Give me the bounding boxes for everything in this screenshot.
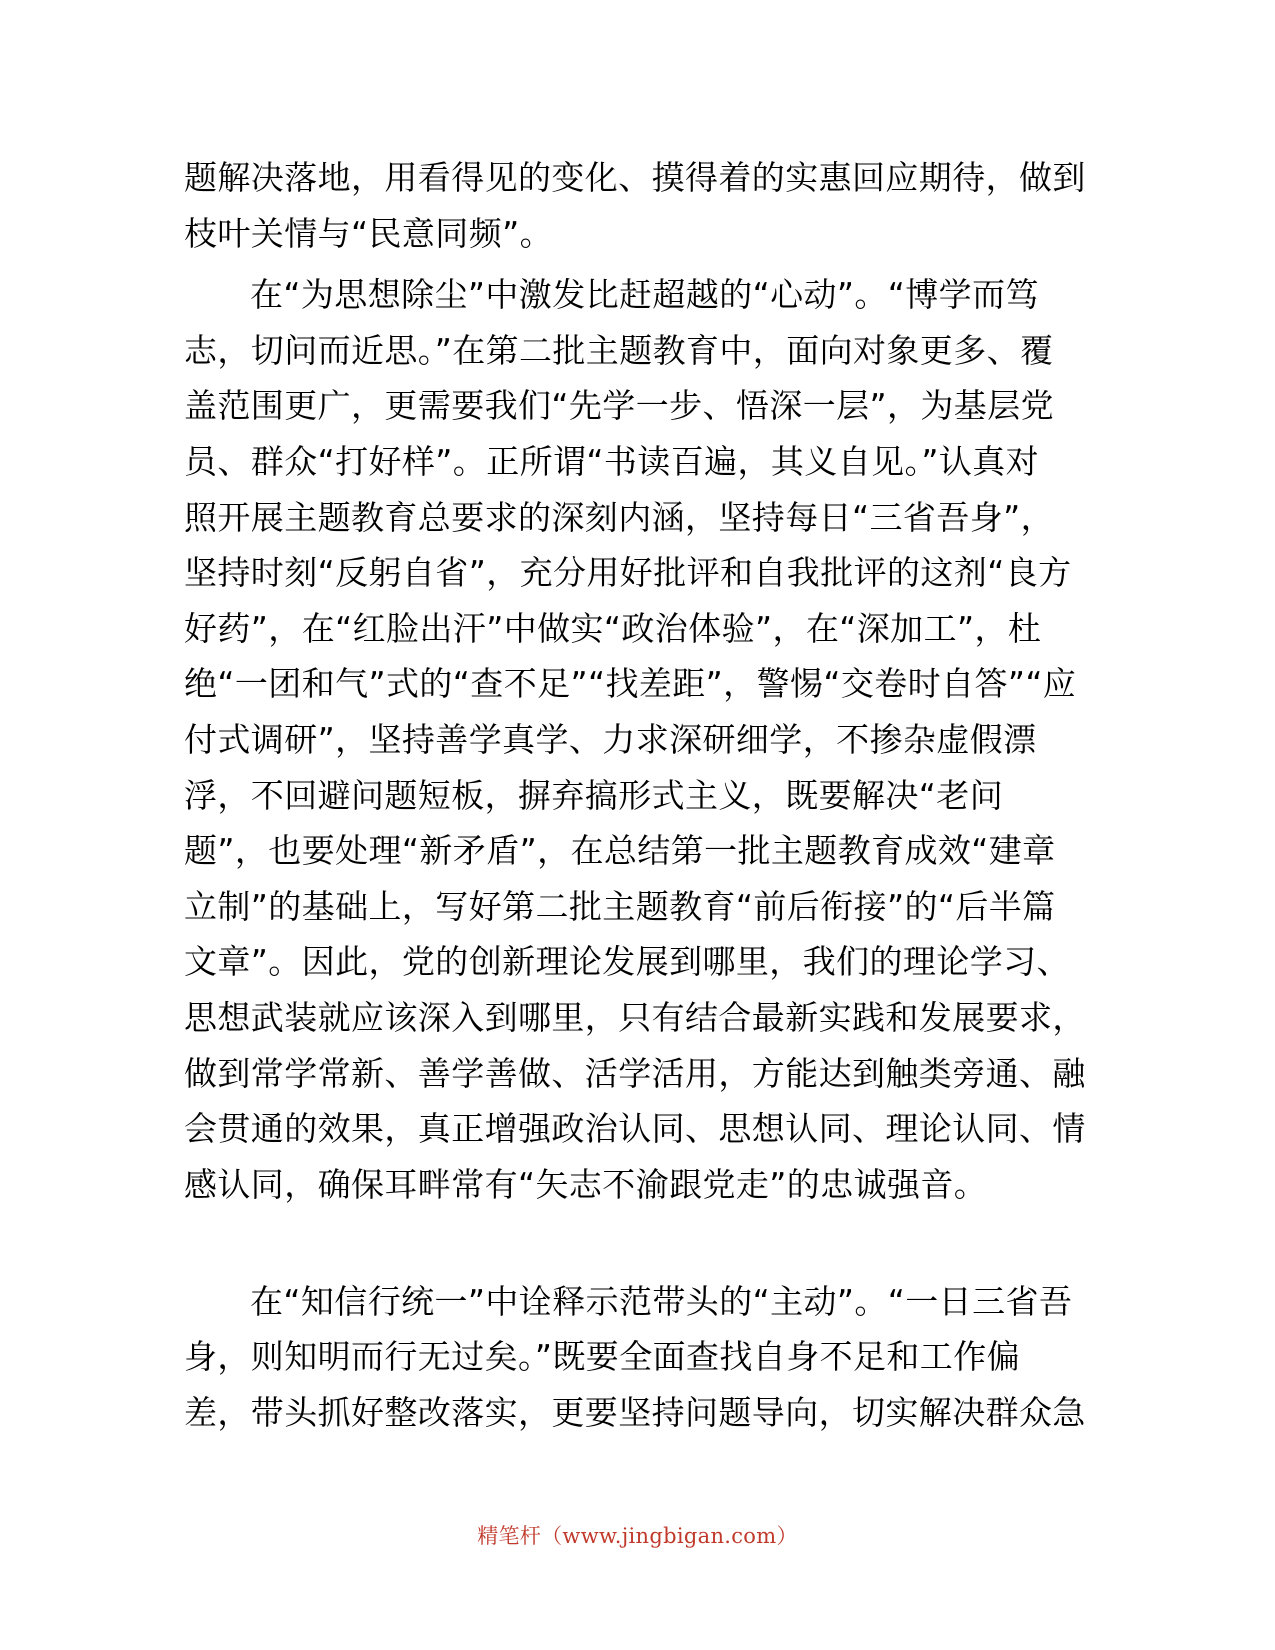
paragraph bbox=[184, 1274, 1086, 1441]
text-line: 浮，不回避问题短板，摒弃搞形式主义，既要解决“老问 bbox=[184, 775, 1004, 815]
text-line: 在“知信行统一”中诠释示范带头的“主动”。“一日三省吾 bbox=[250, 1281, 1073, 1321]
text-line: 绝“一团和气”式的“查不足”“找差距”，警惕“交卷时自答”“应 bbox=[184, 664, 1077, 704]
text-line: 做到常学常新、善学善做、活学活用，方能达到触类旁通、融 bbox=[184, 1053, 1086, 1093]
text-line: 差，带头抓好整改落实，更要坚持问题导向，切实解决群众急 bbox=[184, 1393, 1086, 1433]
text-line: 题”，也要处理“新矛盾”，在总结第一批主题教育成效“建章 bbox=[184, 831, 1056, 871]
text-line bbox=[184, 1212, 1064, 1268]
text-line: 在“为思想除尘”中激发比赶超越的“心动”。“博学而笃 bbox=[250, 275, 1039, 315]
paragraph bbox=[184, 150, 1086, 261]
text-line: 感认同，确保耳畔常有“矢志不渝跟党走”的忠诚强音。 bbox=[184, 1164, 988, 1204]
text-line: 照开展主题教育总要求的深刻内涵，坚持每日“三省吾身”， bbox=[184, 497, 1054, 537]
footer-watermark: 精笔杆（www.jingbigan.com） bbox=[477, 1524, 798, 1548]
text-line: 好药”，在“红脸出汗”中做实“政治体验”，在“深加工”，杜 bbox=[184, 608, 1042, 648]
text-line: 员、群众“打好样”。正所谓“书读百遍，其义自见。”认真对 bbox=[184, 441, 1040, 481]
text-line: 志，切问而近思。”在第二批主题教育中，面向对象更多、覆 bbox=[184, 330, 1054, 370]
text-line: 题解决落地，用看得见的变化、摸得着的实惠回应期待，做到 bbox=[184, 158, 1086, 197]
text-line: 坚持时刻“反躬自省”，充分用好批评和自我批评的这剂“良方 bbox=[184, 553, 1072, 593]
text-line: 盖范围更广，更需要我们“先学一步、悟深一层”，为基层党 bbox=[184, 386, 1054, 426]
text-line: 身，则知明而行无过矣。”既要全面查找自身不足和工作偏 bbox=[184, 1337, 1020, 1377]
text-line: 立制”的基础上，写好第二批主题教育“前后衔接”的“后半篇 bbox=[184, 886, 1056, 926]
text-line: 会贯通的效果，真正增强政治认同、思想认同、理论认同、情 bbox=[184, 1109, 1086, 1149]
text-line: 枝叶关情与“民意同频”。 bbox=[184, 213, 553, 253]
text-line: 付式调研”，坚持善学真学、力求深研细学，不掺杂虚假漂 bbox=[184, 719, 1037, 759]
document-body bbox=[184, 150, 1086, 1441]
text-line: 思想武装就应该深入到哪里，只有结合最新实践和发展要求， bbox=[184, 997, 1086, 1037]
text-line: 文章”。因此，党的创新理论发展到哪里，我们的理论学习、 bbox=[184, 942, 1070, 982]
paragraph bbox=[184, 267, 1086, 1268]
